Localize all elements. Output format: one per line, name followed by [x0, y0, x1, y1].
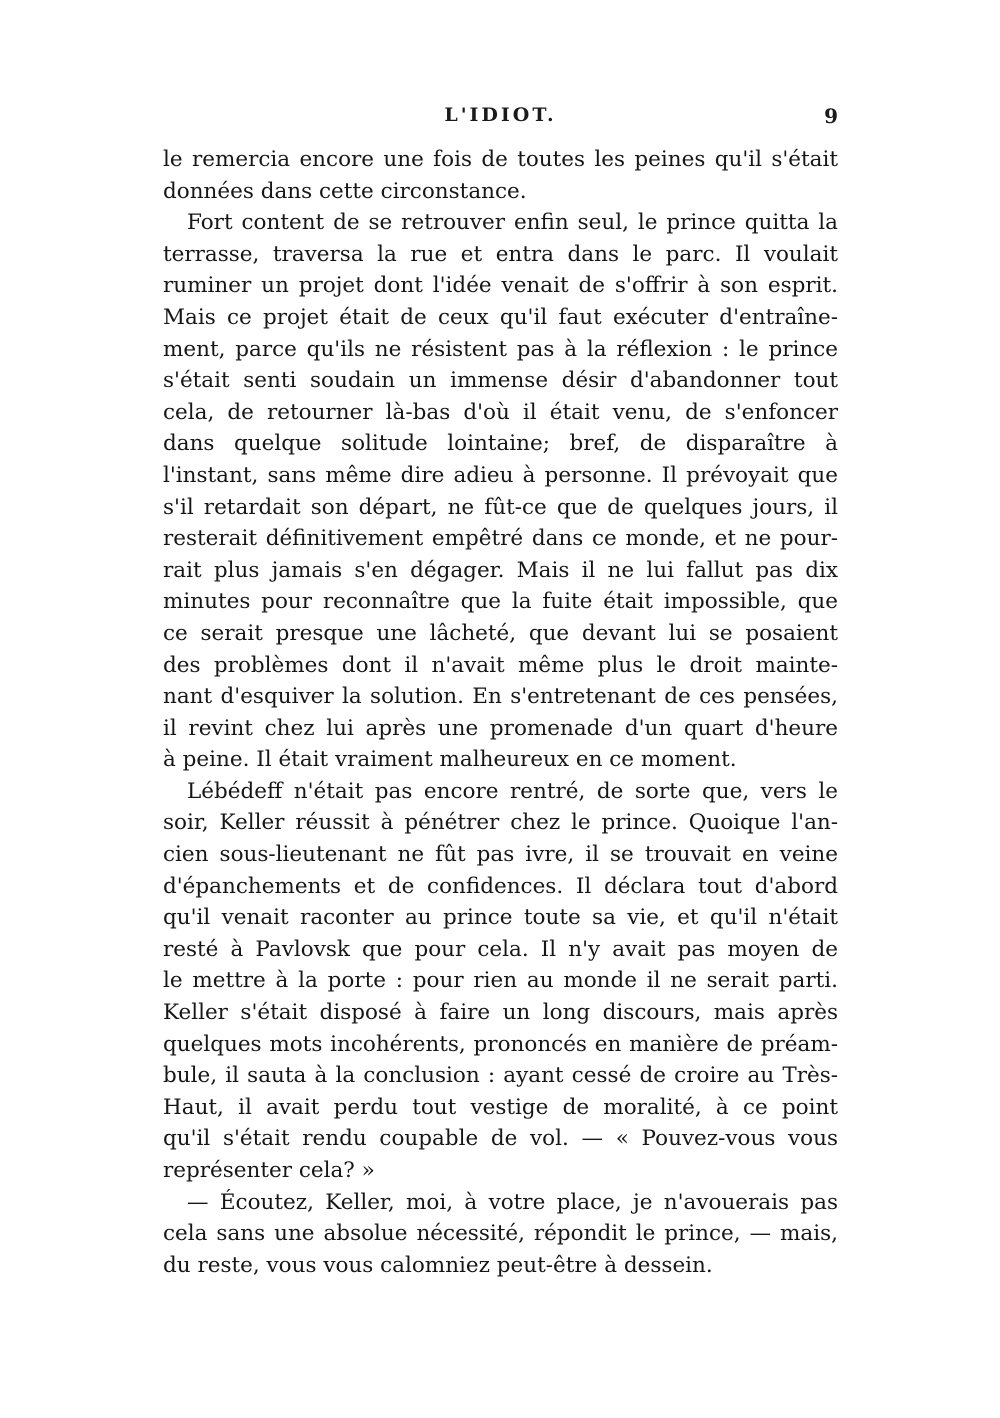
- text-line: qu'il s'était rendu coupable de vol. — « Pouvez-vous vous: [163, 1126, 838, 1152]
- text-line: Keller s'était disposé à faire un long discours, mais après: [163, 1000, 838, 1026]
- text-line: minutes pour reconnaître que la fuite était impossible, que: [163, 589, 838, 615]
- text-line: Lébédeff n'était pas encore rentré, de sorte que, vers le: [187, 778, 838, 804]
- body-text: [163, 144, 838, 1281]
- running-head: [163, 104, 838, 134]
- text-line: cela, de retourner là-bas d'où il était venu, de s'enfoncer: [163, 399, 838, 425]
- text-line: bule, il sauta à la conclusion : ayant cessé de croire au Très-: [163, 1063, 838, 1089]
- text-line: qu'il venait raconter au prince toute sa vie, et qu'il n'était: [163, 905, 838, 931]
- text-line: rait plus jamais s'en dégager. Mais il ne lui fallut pas dix: [163, 557, 838, 583]
- paragraph: [163, 144, 838, 207]
- page-number: 9: [824, 104, 838, 128]
- text-line: à peine. Il était vraiment malheureux en ce moment.: [163, 747, 737, 773]
- text-line: Mais ce projet était de ceux qu'il faut exécuter d'entraîne-: [163, 304, 838, 330]
- text-line: quelques mots incohérents, prononcés en manière de préam-: [163, 1031, 838, 1057]
- paragraph: [163, 1187, 838, 1282]
- running-title: L'IDIOT.: [444, 104, 557, 126]
- text-line: s'il retardait son départ, ne fût-ce que de quelques jours, il: [163, 494, 838, 520]
- paragraph: [163, 207, 838, 776]
- text-line: s'était senti soudain un immense désir d'abandonner tout: [163, 368, 838, 394]
- text-line: données dans cette circonstance.: [163, 178, 527, 204]
- text-line: ce serait presque une lâcheté, que devant lui se posaient: [163, 620, 838, 646]
- text-line: cien sous-lieutenant ne fût pas ivre, il se trouvait en veine: [163, 842, 838, 868]
- text-line: cela sans une absolue nécessité, répondit le prince, — mais,: [163, 1221, 838, 1247]
- text-line: il revint chez lui après une promenade d'un quart d'heure: [163, 715, 838, 741]
- text-line: Fort content de se retrouver enfin seul, le prince quitta la: [187, 210, 838, 236]
- text-line: l'instant, sans même dire adieu à personne. Il prévoyait que: [163, 462, 838, 488]
- text-line: d'épanchements et de confidences. Il déclara tout d'abord: [163, 873, 838, 899]
- text-line: soir, Keller réussit à pénétrer chez le prince. Quoique l'an-: [163, 810, 838, 836]
- text-line: ment, parce qu'ils ne résistent pas à la réflexion : le prince: [163, 336, 838, 362]
- text-line: dans quelque solitude lointaine; bref, de disparaître à: [163, 431, 838, 457]
- text-line: — Écoutez, Keller, moi, à votre place, je n'avouerais pas: [187, 1189, 838, 1215]
- text-line: terrasse, traversa la rue et entra dans le parc. Il voulait: [163, 241, 838, 267]
- text-line: le remercia encore une fois de toutes les peines qu'il s'était: [163, 147, 838, 172]
- text-line: représenter cela? »: [163, 1158, 375, 1183]
- text-line: nant d'esquiver la solution. En s'entretenant de ces pensées,: [163, 684, 838, 710]
- paragraph: [163, 776, 838, 1187]
- text-line: Haut, il avait perdu tout vestige de moralité, à ce point: [163, 1094, 838, 1120]
- text-line: resterait définitivement empêtré dans ce monde, et ne pour-: [163, 526, 838, 552]
- text-line: du reste, vous vous calomniez peut-être à dessein.: [163, 1252, 713, 1278]
- text-line: resté à Pavlovsk que pour cela. Il n'y avait pas moyen de: [163, 936, 838, 962]
- text-line: le mettre à la porte : pour rien au monde il ne serait parti.: [163, 968, 838, 994]
- text-line: ruminer un projet dont l'idée venait de s'offrir à son esprit.: [163, 273, 838, 299]
- text-line: des problèmes dont il n'avait même plus le droit mainte-: [163, 652, 838, 678]
